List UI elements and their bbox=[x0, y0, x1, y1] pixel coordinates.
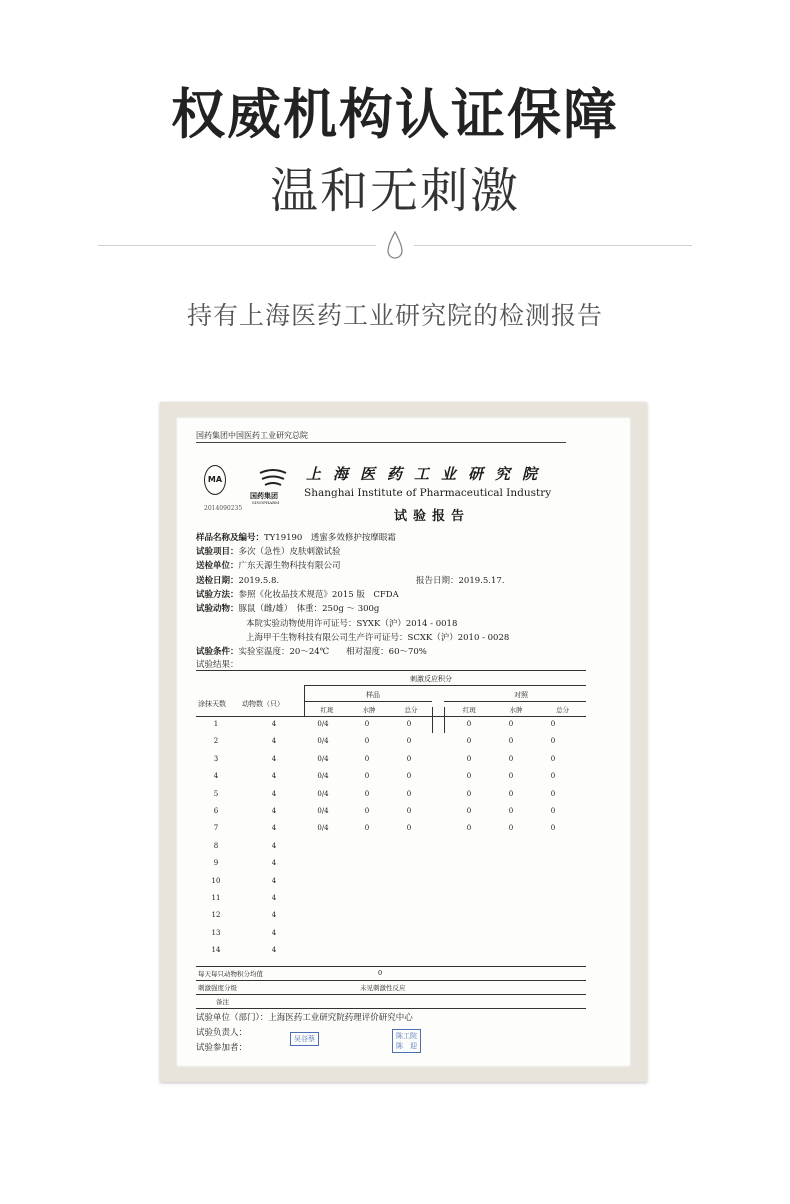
animal-label: 试验动物： bbox=[196, 604, 239, 614]
stamp2-bottom: 陈 迎 bbox=[396, 1042, 417, 1050]
grade-label: 刺激强度分级 bbox=[198, 984, 237, 992]
table-cell: 0 bbox=[550, 754, 556, 763]
sub-col-total: 总分 bbox=[404, 706, 418, 714]
table-cell: 6 bbox=[213, 807, 219, 815]
table-cell: 4 bbox=[271, 754, 277, 763]
table-cell: 4 bbox=[271, 859, 277, 868]
table-cell: 0 bbox=[466, 824, 472, 833]
table-cell: 0 bbox=[550, 824, 556, 833]
table-cell: 1 bbox=[213, 720, 219, 728]
table-row bbox=[196, 894, 586, 911]
table-cell: 0 bbox=[508, 789, 514, 798]
table-row bbox=[196, 929, 586, 946]
table-row bbox=[196, 807, 586, 824]
result-label: 试验结果： bbox=[196, 660, 239, 670]
table-row bbox=[196, 911, 586, 928]
report-paper bbox=[176, 417, 631, 1067]
submitter-row bbox=[196, 559, 341, 571]
signature-stamp-2 bbox=[392, 1029, 421, 1053]
sample-sub-headers bbox=[306, 705, 432, 714]
condition-label: 试验条件： bbox=[196, 647, 239, 657]
table-sub-line-control bbox=[444, 701, 586, 702]
license-prod: 上海甲干生物科技有限公司生产许可证号：SCXK（沪）2010 - 0028 bbox=[246, 633, 510, 643]
table-row bbox=[196, 946, 586, 963]
table-cell: 0 bbox=[466, 720, 472, 728]
divider-left bbox=[98, 245, 376, 246]
cma-number: 2014090235 bbox=[204, 505, 243, 512]
table-cell: 3 bbox=[213, 754, 219, 763]
test-item-row bbox=[196, 545, 341, 557]
table-cell: 0/4 bbox=[317, 720, 329, 728]
table-cell: 0 bbox=[550, 772, 556, 781]
table-cell: 4 bbox=[271, 807, 277, 815]
table-cell: 0 bbox=[406, 824, 412, 833]
table-note-line bbox=[196, 994, 586, 995]
table-cell: 0 bbox=[508, 824, 514, 833]
table-cell: 0 bbox=[406, 720, 412, 728]
divider-right bbox=[414, 245, 692, 246]
table-cell: 0 bbox=[550, 737, 556, 746]
date-row bbox=[196, 574, 279, 586]
table-cell: 0 bbox=[364, 737, 370, 746]
table-group-line bbox=[304, 685, 586, 686]
table-row bbox=[196, 737, 586, 754]
date-value: 2019.5.8. bbox=[238, 576, 280, 586]
unit-label: 试验单位（部门）： bbox=[196, 1013, 269, 1023]
table-cell: 13 bbox=[211, 928, 221, 937]
report-date-row bbox=[416, 574, 504, 586]
submitter-label: 送检单位： bbox=[196, 561, 239, 571]
table-sub-line-sample bbox=[304, 701, 432, 702]
table-cell: 9 bbox=[213, 859, 219, 868]
table-row bbox=[196, 859, 586, 876]
water-drop-icon bbox=[385, 230, 405, 262]
table-cell: 10 bbox=[211, 876, 221, 885]
sub-col-total: 总分 bbox=[556, 706, 570, 714]
table-cell: 0 bbox=[508, 772, 514, 781]
table-cell: 11 bbox=[211, 894, 221, 902]
submitter-value: 广东天源生物科技有限公司 bbox=[238, 561, 341, 571]
table-cell: 0 bbox=[406, 772, 412, 781]
institute-name-cn: 上海医药工业研究院 bbox=[306, 465, 550, 483]
table-cell: 4 bbox=[271, 737, 277, 746]
table-cell: 0 bbox=[550, 720, 556, 728]
method-row bbox=[196, 588, 399, 600]
table-cell: 0 bbox=[364, 772, 370, 781]
table-cell: 0 bbox=[466, 807, 472, 815]
table-cell: 7 bbox=[213, 824, 219, 833]
table-row bbox=[196, 824, 586, 841]
table-vline-left bbox=[304, 685, 305, 717]
avg-label: 每天每只动物积分均值 bbox=[198, 970, 263, 978]
lead-label: 试验负责人： bbox=[196, 1028, 248, 1038]
test-item-value: 多次（急性）皮肤刺激试验 bbox=[238, 547, 341, 557]
cma-seal: MA bbox=[204, 465, 226, 495]
condition-row bbox=[196, 645, 427, 657]
logo-en: SINOPHARM bbox=[252, 500, 280, 505]
table-control-group: 对照 bbox=[514, 691, 528, 699]
table-cell: 0 bbox=[508, 720, 514, 728]
table-cell: 0 bbox=[406, 737, 412, 746]
signature-stamp-1: 吴谷蔡 bbox=[290, 1032, 319, 1046]
logo-text: 国药集团 bbox=[250, 491, 278, 500]
method-value: 参照《化妆品技术规范》2015 版 CFDA bbox=[238, 590, 399, 600]
table-cell: 4 bbox=[271, 876, 277, 885]
table-avg-line bbox=[196, 966, 586, 967]
table-cell: 0 bbox=[466, 754, 472, 763]
table-cell: 0/4 bbox=[317, 772, 329, 781]
table-cell: 0 bbox=[466, 789, 472, 798]
table-cell: 4 bbox=[271, 824, 277, 833]
table-group-header: 刺激反应积分 bbox=[410, 675, 452, 683]
table-cell: 0 bbox=[364, 789, 370, 798]
unit-value: 上海医药工业研究院药理评价研究中心 bbox=[268, 1013, 413, 1023]
table-cell: 4 bbox=[271, 946, 277, 955]
table-cell: 0 bbox=[466, 737, 472, 746]
org-underline bbox=[196, 442, 566, 443]
condition-value: 实验室温度：20～24℃ 相对湿度：60～70% bbox=[238, 647, 427, 657]
table-sample-group: 样品 bbox=[366, 691, 380, 699]
sub-col-erythema: 红斑 bbox=[462, 706, 476, 714]
animal-row bbox=[196, 602, 379, 614]
table-cell: 14 bbox=[211, 946, 221, 955]
table-cell: 0 bbox=[364, 807, 370, 815]
table-cell: 0 bbox=[466, 772, 472, 781]
table-cell: 2 bbox=[213, 737, 219, 746]
subhead: 温和无刺激 bbox=[269, 163, 520, 219]
date-label: 送检日期： bbox=[196, 576, 239, 586]
table-cell: 0 bbox=[508, 807, 514, 815]
stamp2-top: 陈工院 bbox=[396, 1032, 417, 1040]
control-sub-headers bbox=[446, 705, 586, 714]
table-row bbox=[196, 790, 586, 807]
table-top-line bbox=[196, 670, 586, 671]
sinopharm-logo-icon bbox=[256, 467, 290, 493]
table-cell: 0 bbox=[406, 789, 412, 798]
table-col-animals: 动物数（只） bbox=[242, 700, 284, 708]
table-cell: 0 bbox=[364, 720, 370, 728]
sample-value: TY19190 透蜜多效修护按摩眼霜 bbox=[264, 533, 396, 543]
table-bottom-line bbox=[196, 1008, 586, 1009]
table-row bbox=[196, 877, 586, 894]
table-cell: 0 bbox=[406, 754, 412, 763]
sub-col-edema: 水肿 bbox=[509, 706, 523, 714]
table-cell: 4 bbox=[271, 789, 277, 798]
table-cell: 12 bbox=[211, 911, 221, 920]
table-cell: 4 bbox=[213, 772, 219, 781]
table-cell: 0 bbox=[364, 824, 370, 833]
license-use: 本院实验动物使用许可证号：SYXK（沪）2014 - 0018 bbox=[246, 619, 458, 629]
table-cell: 0 bbox=[508, 754, 514, 763]
table-cell: 4 bbox=[271, 720, 277, 728]
sub-col-edema: 水肿 bbox=[362, 706, 376, 714]
table-row bbox=[196, 755, 586, 772]
table-cell: 0 bbox=[364, 754, 370, 763]
sub-col-erythema: 红斑 bbox=[320, 706, 334, 714]
report-date-value: 2019.5.17. bbox=[458, 576, 505, 586]
table-cell: 4 bbox=[271, 928, 277, 937]
table-cell: 0/4 bbox=[317, 807, 329, 815]
test-item-label: 试验项目： bbox=[196, 547, 239, 557]
table-cell: 5 bbox=[213, 789, 219, 798]
institute-name-en: Shanghai Institute of Pharmaceutical Industry bbox=[304, 487, 552, 499]
caption: 持有上海医药工业研究院的检测报告 bbox=[186, 301, 603, 330]
note-label: 备注 bbox=[216, 998, 229, 1006]
method-label: 试验方法： bbox=[196, 590, 239, 600]
table-cell: 0 bbox=[406, 807, 412, 815]
unit-row bbox=[196, 1011, 413, 1023]
certificate-frame bbox=[160, 402, 647, 1082]
table-cell: 4 bbox=[271, 841, 277, 850]
table-cell: 8 bbox=[213, 841, 219, 850]
grade-value: 未见刺激性反应 bbox=[360, 984, 406, 992]
table-cell: 4 bbox=[271, 911, 277, 920]
table-cell: 0/4 bbox=[317, 737, 329, 746]
table-cell: 0 bbox=[508, 737, 514, 746]
table-cell: 0 bbox=[550, 789, 556, 798]
table-cell: 0/4 bbox=[317, 789, 329, 798]
report-date-label: 报告日期： bbox=[416, 576, 459, 586]
participants-label: 试验参加者： bbox=[196, 1043, 248, 1053]
table-row bbox=[196, 842, 586, 859]
table-header-bottom-line bbox=[196, 716, 586, 717]
table-grade-line bbox=[196, 980, 586, 981]
table-col-days: 涂抹天数 bbox=[198, 700, 226, 708]
sample-label: 样品名称及编号： bbox=[196, 533, 265, 543]
headline: 权威机构认证保障 bbox=[171, 83, 619, 146]
sample-row bbox=[196, 531, 396, 543]
table-cell: 4 bbox=[271, 894, 277, 902]
table-row bbox=[196, 720, 586, 737]
table-cell: 0 bbox=[550, 807, 556, 815]
table-cell: 0/4 bbox=[317, 824, 329, 833]
table-cell: 0/4 bbox=[317, 754, 329, 763]
table-cell: 4 bbox=[271, 772, 277, 781]
table-row bbox=[196, 772, 586, 789]
avg-value: 0 bbox=[378, 969, 383, 977]
report-title: 试验报告 bbox=[394, 509, 471, 524]
animal-value: 豚鼠（雌/雄） 体重：250g ～ 300g bbox=[238, 604, 380, 614]
org-top: 国药集团中国医药工业研究总院 bbox=[196, 431, 308, 440]
